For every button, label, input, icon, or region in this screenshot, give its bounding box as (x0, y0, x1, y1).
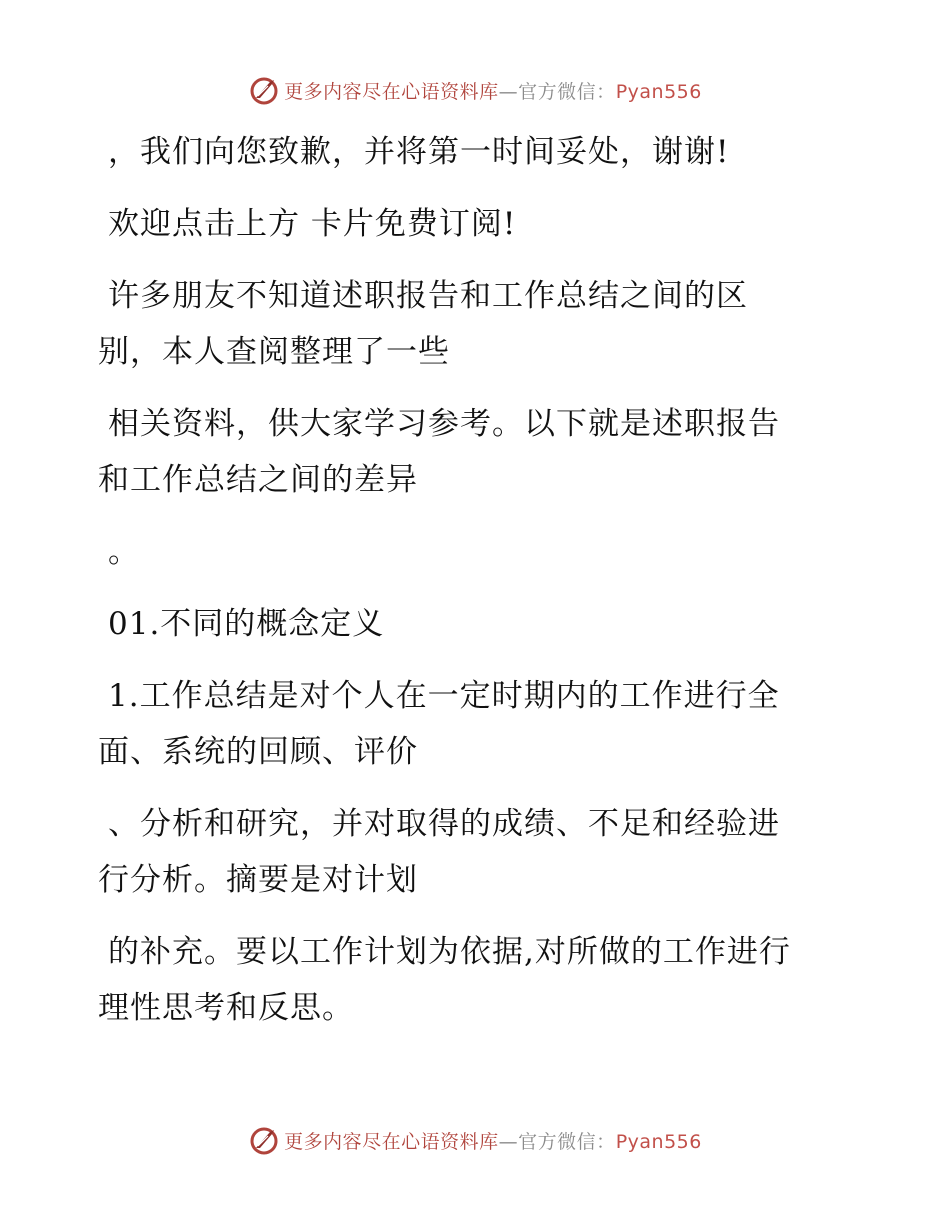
paragraph-line: 相关资料，供大家学习参考。以下就是述职报告 (108, 406, 780, 442)
watermark-official-label: 官方微信： (518, 1130, 616, 1153)
paragraph-line: 别，本人查阅整理了一些 (98, 334, 450, 370)
paragraph-line: 01.不同的概念定义 (108, 606, 385, 642)
paragraph-line: 的补充。要以工作计划为依据,对所做的工作进行 (108, 934, 791, 970)
paragraph-3 (98, 268, 858, 380)
paragraph-line: 许多朋友不知道述职报告和工作总结之间的区 (108, 278, 748, 314)
watermark-dash: — (498, 80, 519, 103)
paragraph-line: 1.工作总结是对个人在一定时期内的工作进行全 (108, 678, 780, 714)
watermark-wechat-id: Pyan556 (615, 80, 702, 103)
section-heading (98, 596, 858, 652)
paragraph-line: ，我们向您致歉，并将第一时间妥处，谢谢! (108, 134, 730, 170)
paragraph-line: 行分析。摘要是对计划 (98, 862, 418, 898)
watermark-official-label: 官方微信： (518, 80, 616, 103)
watermark-site: 更多内容尽在心语资料库 (284, 80, 499, 103)
watermark-text (284, 77, 702, 104)
paragraph-line: 面、系统的回顾、评价 (98, 734, 418, 770)
watermark-text (284, 1127, 702, 1154)
paragraph-1 (98, 124, 858, 180)
feather-pen-circle-icon (248, 1124, 280, 1156)
feather-pen-circle-icon (248, 74, 280, 106)
paragraph-8 (98, 796, 858, 908)
paragraph-line: 欢迎点击上方 卡片免费订阅! (108, 206, 517, 242)
paragraph-9 (98, 924, 858, 1036)
document-body (98, 124, 858, 1052)
watermark-wechat-id: Pyan556 (615, 1130, 702, 1153)
paragraph-line: 和工作总结之间的差异 (98, 462, 418, 498)
paragraph-line: 理性思考和反思。 (98, 990, 354, 1026)
paragraph-line: 。 (108, 534, 140, 570)
paragraph-4 (98, 396, 858, 508)
paragraph-5 (98, 524, 858, 580)
paragraph-line: 、分析和研究，并对取得的成绩、不足和经验进 (108, 806, 780, 842)
watermark-site: 更多内容尽在心语资料库 (284, 1130, 499, 1153)
paragraph-7 (98, 668, 858, 780)
paragraph-2 (98, 196, 858, 252)
header-watermark (0, 70, 950, 110)
footer-watermark (0, 1120, 950, 1160)
watermark-dash: — (498, 1130, 519, 1153)
